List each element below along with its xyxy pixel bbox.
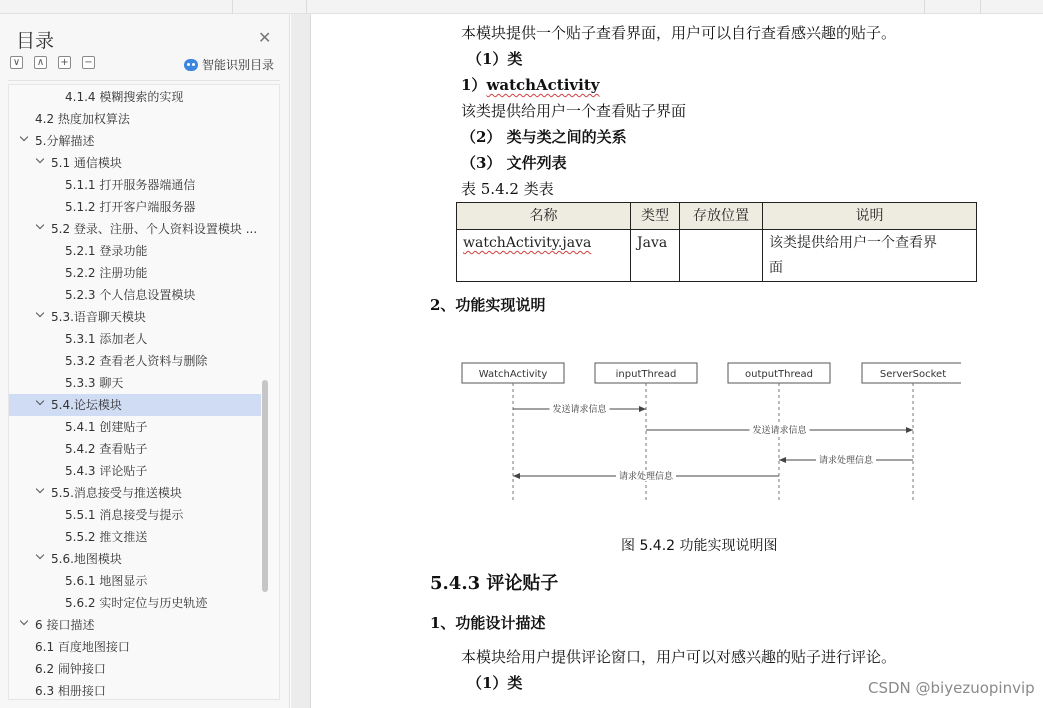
toc-item[interactable] bbox=[9, 438, 261, 460]
toc-item-label: 5.6.2 实时定位与历史轨迹 bbox=[65, 596, 208, 610]
toc-item[interactable] bbox=[9, 306, 261, 328]
toc-list bbox=[8, 84, 280, 700]
toc-item[interactable] bbox=[9, 174, 261, 196]
close-icon[interactable]: ✕ bbox=[258, 28, 272, 47]
toc-item[interactable] bbox=[9, 504, 261, 526]
toc-item[interactable] bbox=[9, 416, 261, 438]
table-header: 存放位置 bbox=[680, 203, 763, 230]
actor-label: WatchActivity bbox=[478, 369, 548, 380]
toc-item-label: 6.2 闹钟接口 bbox=[35, 662, 106, 676]
toc-item-label: 5.分解描述 bbox=[35, 134, 95, 148]
toc-item-label: 5.4.2 查看贴子 bbox=[65, 442, 148, 456]
intro-paragraph: 本模块提供一个贴子查看界面，用户可以自行查看感兴趣的贴子。 bbox=[461, 24, 897, 42]
smart-toc-label: 智能识别目录 bbox=[202, 58, 275, 72]
divider bbox=[8, 80, 280, 81]
class-table bbox=[456, 202, 977, 282]
ruler-tick bbox=[306, 0, 307, 14]
table-header-row bbox=[457, 203, 977, 230]
toc-item-label: 5.3.1 添加老人 bbox=[65, 332, 148, 346]
smart-toc-button[interactable] bbox=[184, 56, 274, 73]
desc-line: 该类提供给用户一个查看界 bbox=[769, 235, 937, 251]
toc-item-label: 5.1.2 打开客户端服务器 bbox=[65, 200, 196, 214]
chevron-down-icon[interactable] bbox=[35, 156, 45, 166]
table-header: 名称 bbox=[457, 203, 631, 230]
message-label: 发送请求信息 bbox=[752, 426, 807, 436]
toc-item-label: 5.4.论坛模块 bbox=[51, 398, 122, 412]
toc-item[interactable] bbox=[9, 218, 261, 240]
sequence-diagram bbox=[461, 358, 961, 508]
chevron-down-icon[interactable] bbox=[19, 134, 29, 144]
toc-item[interactable] bbox=[9, 548, 261, 570]
actor-box bbox=[728, 363, 830, 383]
toc-item-label: 5.6.地图模块 bbox=[51, 552, 122, 566]
toc-item-label: 5.2 登录、注册、个人资料设置模块 ... bbox=[51, 222, 258, 236]
toc-item[interactable] bbox=[9, 658, 261, 680]
toc-item-label: 4.2 热度加权算法 bbox=[35, 112, 130, 126]
class-description: 该类提供给用户一个查看贴子界面 bbox=[461, 102, 687, 120]
design-heading: 1、功能设计描述 bbox=[430, 614, 546, 632]
chevron-down-icon[interactable] bbox=[35, 398, 45, 408]
table-header: 说明 bbox=[763, 203, 977, 230]
toc-item[interactable] bbox=[9, 240, 261, 262]
actor-label: outputThread bbox=[745, 369, 813, 380]
message-label: 发送请求信息 bbox=[552, 405, 607, 415]
toc-item[interactable] bbox=[9, 350, 261, 372]
vertical-ruler bbox=[291, 14, 311, 708]
class-item bbox=[461, 74, 600, 95]
toc-item-label: 5.4.3 评论贴子 bbox=[65, 464, 148, 478]
remove-heading-button[interactable]: − bbox=[82, 56, 95, 69]
ruler-tick bbox=[980, 0, 981, 14]
table-cell-name bbox=[457, 230, 631, 282]
toc-item[interactable] bbox=[9, 328, 261, 350]
toc-item-label: 5.6.1 地图显示 bbox=[65, 574, 148, 588]
design-paragraph: 本模块给用户提供评论窗口，用户可以对感兴趣的贴子进行评论。 bbox=[461, 648, 897, 666]
toc-item[interactable] bbox=[9, 262, 261, 284]
toc-item-label: 4.1.4 模糊搜索的实现 bbox=[65, 90, 184, 104]
toc-item-label: 5.3.2 查看老人资料与删除 bbox=[65, 354, 208, 368]
watermark: CSDN @biyezuopinvip bbox=[868, 679, 1035, 697]
toc-item-label: 5.5.消息接受与推送模块 bbox=[51, 486, 182, 500]
toc-item[interactable] bbox=[9, 394, 261, 416]
toc-panel bbox=[0, 14, 290, 708]
table-caption: 表 5.4.2 类表 bbox=[461, 180, 554, 198]
toc-item[interactable] bbox=[9, 108, 261, 130]
toc-item[interactable] bbox=[9, 592, 261, 614]
toc-item-label: 5.2.3 个人信息设置模块 bbox=[65, 288, 196, 302]
toc-item[interactable] bbox=[9, 196, 261, 218]
message-label: 请求处理信息 bbox=[818, 456, 874, 466]
toc-item-label: 5.5.2 推文推送 bbox=[65, 530, 148, 544]
toc-scrollbar[interactable] bbox=[262, 380, 268, 592]
toc-item-label: 5.1.1 打开服务器端通信 bbox=[65, 178, 196, 192]
collapse-all-button[interactable]: ∨ bbox=[10, 56, 23, 69]
filelist-heading: （3） 文件列表 bbox=[461, 154, 567, 172]
toc-item[interactable] bbox=[9, 284, 261, 306]
toc-item[interactable] bbox=[9, 460, 261, 482]
ruler-tick bbox=[924, 0, 925, 14]
message-label: 请求处理信息 bbox=[618, 472, 674, 482]
toc-item-label: 5.5.1 消息接受与提示 bbox=[65, 508, 184, 522]
chevron-down-icon[interactable] bbox=[35, 486, 45, 496]
desc-line: 面 bbox=[769, 260, 783, 276]
class-heading: （1）类 bbox=[467, 50, 523, 68]
class-item-name: watchActivity bbox=[486, 76, 600, 94]
toc-item-label: 5.2.1 登录功能 bbox=[65, 244, 148, 258]
actor-box bbox=[595, 363, 697, 383]
toc-item[interactable] bbox=[9, 86, 261, 108]
toc-item-label: 5.1 通信模块 bbox=[51, 156, 122, 170]
toc-item-label: 5.4.1 创建贴子 bbox=[65, 420, 148, 434]
toc-item-label: 6.1 百度地图接口 bbox=[35, 640, 130, 654]
file-name: watchActivity.java bbox=[463, 235, 592, 251]
relation-heading: （2） 类与类之间的关系 bbox=[461, 128, 627, 146]
table-cell-location bbox=[680, 230, 763, 282]
toc-item-label: 5.3.3 聊天 bbox=[65, 376, 124, 390]
table-cell-type: Java bbox=[631, 230, 680, 282]
toc-item-label: 5.3.语音聊天模块 bbox=[51, 310, 146, 324]
section-title: 5.4.3 评论贴子 bbox=[430, 573, 559, 594]
toc-item-label: 6.3 相册接口 bbox=[35, 684, 106, 698]
top-ruler bbox=[0, 0, 1043, 14]
toc-item[interactable] bbox=[9, 680, 261, 700]
figure-caption: 图 5.4.2 功能实现说明图 bbox=[621, 538, 778, 554]
class-heading-2: （1）类 bbox=[467, 674, 523, 692]
chevron-down-icon[interactable] bbox=[35, 222, 45, 232]
toc-item[interactable] bbox=[9, 570, 261, 592]
add-heading-button[interactable]: + bbox=[58, 56, 71, 69]
actor-box bbox=[862, 363, 961, 383]
document-page bbox=[311, 14, 1043, 708]
toc-item[interactable] bbox=[9, 152, 261, 174]
chevron-down-icon[interactable] bbox=[35, 552, 45, 562]
actor-label: ServerSocket bbox=[879, 369, 947, 380]
toc-item[interactable] bbox=[9, 130, 261, 152]
toc-item[interactable] bbox=[9, 614, 261, 636]
chevron-down-icon[interactable] bbox=[35, 310, 45, 320]
toc-item[interactable] bbox=[9, 372, 261, 394]
table-cell-desc bbox=[763, 230, 977, 282]
actor-box bbox=[462, 363, 564, 383]
toc-item[interactable] bbox=[9, 482, 261, 504]
toc-item-label: 5.2.2 注册功能 bbox=[65, 266, 148, 280]
toc-item[interactable] bbox=[9, 636, 261, 658]
func-heading: 2、功能实现说明 bbox=[430, 296, 546, 314]
robot-icon bbox=[184, 59, 198, 71]
toc-item-label: 6 接口描述 bbox=[35, 618, 95, 632]
ruler-tick bbox=[232, 0, 233, 14]
toc-title: 目录 bbox=[16, 30, 55, 52]
table-header: 类型 bbox=[631, 203, 680, 230]
actor-label: inputThread bbox=[615, 369, 677, 380]
document-area bbox=[291, 14, 1043, 708]
table-row bbox=[457, 230, 977, 282]
expand-all-button[interactable]: ∧ bbox=[34, 56, 47, 69]
class-item-prefix: 1） bbox=[461, 76, 487, 94]
toc-item[interactable] bbox=[9, 526, 261, 548]
chevron-down-icon[interactable] bbox=[19, 618, 29, 628]
